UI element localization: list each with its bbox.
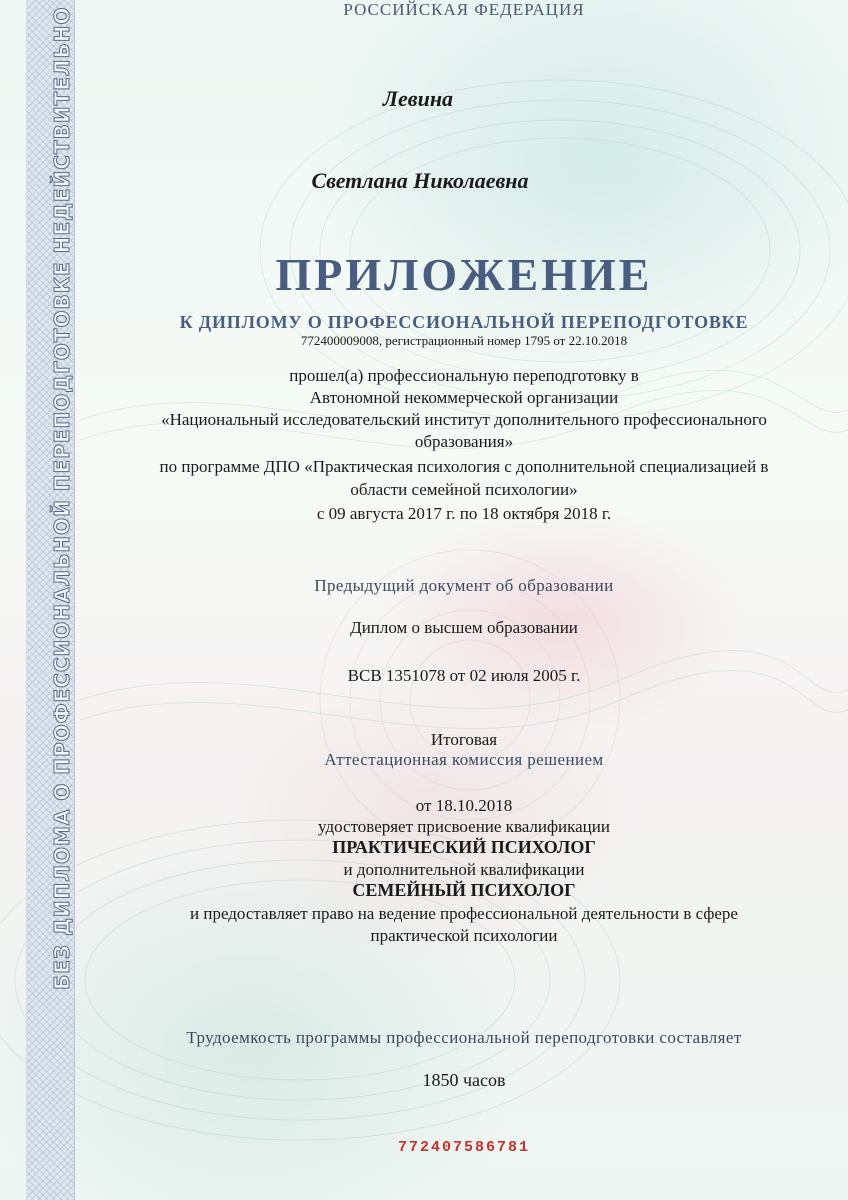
qualification: ПРАКТИЧЕСКИЙ ПСИХОЛОГ <box>332 837 596 857</box>
commission-line-3: и предоставляет право на ведение профессиональной деятельности в сфере <box>190 904 738 923</box>
commission-date: от 18.10.2018 <box>415 796 513 815</box>
training-period: с 09 августа 2017 г. по 18 октября 2018 г. <box>316 504 612 523</box>
training-line-6: области семейной психологии» <box>350 480 578 499</box>
workload-label: Трудоемкость программы профессиональной переподготовки составляет <box>186 1028 742 1047</box>
previous-doc-type: Диплом о высшем образовании <box>350 618 578 637</box>
training-line-1: прошел(а) профессиональную переподготовку в <box>289 366 639 385</box>
previous-doc-label: Предыдущий документ об образовании <box>314 576 614 595</box>
holder-given-names: Светлана Николаевна <box>311 168 529 193</box>
training-line-3: «Национальный исследовательский институт дополнительного профессионального <box>161 410 767 429</box>
holder-surname: Левина <box>382 86 454 111</box>
commission-line-4: практической психологии <box>370 926 558 945</box>
commission-line-1: удостоверяет присвоение квалификации <box>318 817 610 836</box>
header-country: РОССИЙСКАЯ ФЕДЕРАЦИЯ <box>343 0 585 19</box>
training-line-4: образования» <box>414 432 514 451</box>
additional-qualification: СЕМЕЙНЫЙ ПСИХОЛОГ <box>352 880 576 900</box>
commission-kind: Итоговая <box>430 730 498 749</box>
training-line-5: по программе ДПО «Практическая психология с дополнительной специализацией в <box>159 457 769 476</box>
training-line-2: Автономной некоммерческой организации <box>309 388 619 407</box>
commission-line-2: и дополнительной квалификации <box>343 860 585 879</box>
serial-number: 772407586781 <box>397 1139 531 1156</box>
previous-doc-number: ВСВ 1351078 от 02 июля 2005 г. <box>347 666 581 685</box>
document-title: ПРИЛОЖЕНИЕ <box>275 249 653 300</box>
registration-number: 772400009008, регистрационный номер 1795 от 22.10.2018 <box>300 333 628 348</box>
commission-label: Аттестационная комиссия решением <box>324 750 604 769</box>
security-strip-text: БЕЗ ДИПЛОМА О ПРОФЕССИОНАЛЬНОЙ ПЕРЕПОДГОТОВКЕ НЕДЕЙСТВИТЕЛЬНО <box>50 6 74 990</box>
document-subtitle: К ДИПЛОМУ О ПРОФЕССИОНАЛЬНОЙ ПЕРЕПОДГОТОВКЕ <box>179 312 749 332</box>
workload-hours: 1850 часов <box>422 1070 506 1090</box>
